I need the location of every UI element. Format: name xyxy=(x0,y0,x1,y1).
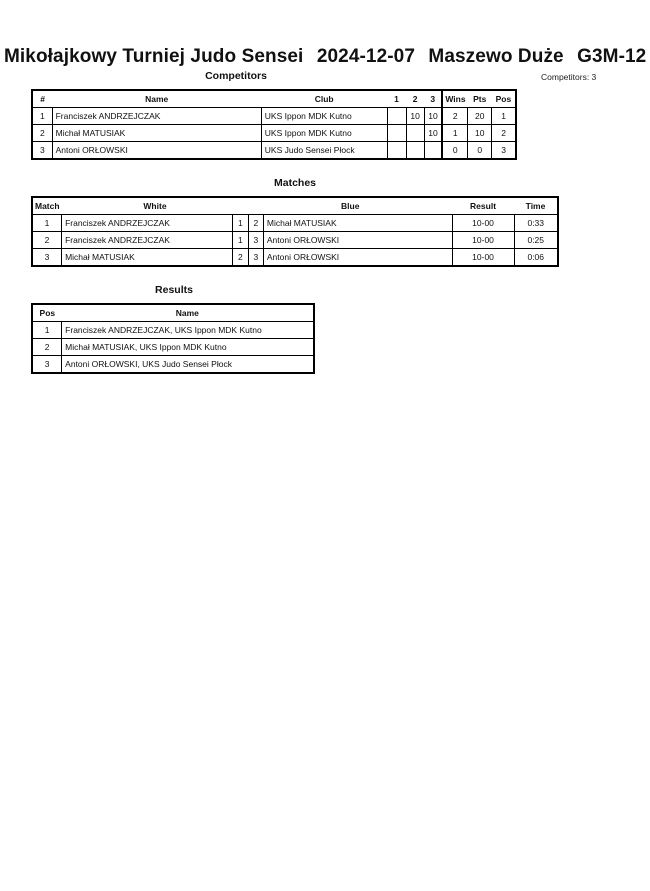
col-num: # xyxy=(32,90,52,108)
event-category: G3M-12 xyxy=(577,46,647,67)
event-place: Maszewo Duże xyxy=(428,46,564,67)
match-result: 10-00 xyxy=(452,215,514,232)
comp-r3: 10 xyxy=(424,108,442,125)
col-club: Club xyxy=(261,90,387,108)
match-white: Franciszek ANDRZEJCZAK xyxy=(62,232,233,249)
table-row xyxy=(32,215,558,232)
table-row xyxy=(32,322,314,339)
match-white: Michał MATUSIAK xyxy=(62,249,233,267)
table-row xyxy=(32,249,558,267)
competitors-header-row xyxy=(32,90,516,108)
match-blue: Antoni ORŁOWSKI xyxy=(263,249,452,267)
comp-pos: 2 xyxy=(492,125,516,142)
col-name: Name xyxy=(52,90,261,108)
col-time: Time xyxy=(514,197,558,215)
comp-wins: 2 xyxy=(442,108,467,125)
comp-pts: 10 xyxy=(468,125,492,142)
col-r1: 1 xyxy=(387,90,406,108)
result-name: Antoni ORŁOWSKI, UKS Judo Sensei Płock xyxy=(62,356,314,374)
match-num: 2 xyxy=(32,232,62,249)
event-name: Mikołajkowy Turniej Judo Sensei xyxy=(4,46,304,67)
match-time: 0:33 xyxy=(514,215,558,232)
result-name: Franciszek ANDRZEJCZAK, UKS Ippon MDK Kutno xyxy=(62,322,314,339)
comp-r2 xyxy=(406,125,424,142)
comp-num: 1 xyxy=(32,108,52,125)
comp-r3: 10 xyxy=(424,125,442,142)
col-white: White xyxy=(62,197,249,215)
match-blue: Michał MATUSIAK xyxy=(263,215,452,232)
match-time: 0:06 xyxy=(514,249,558,267)
match-num: 1 xyxy=(32,215,62,232)
comp-name: Michał MATUSIAK xyxy=(52,125,261,142)
competitors-table xyxy=(31,89,517,160)
table-row xyxy=(32,125,516,142)
comp-r1 xyxy=(387,142,406,160)
match-white-num: 1 xyxy=(232,232,248,249)
comp-r1 xyxy=(387,125,406,142)
match-blue-num: 2 xyxy=(248,215,263,232)
col-name: Name xyxy=(62,304,314,322)
col-blue: Blue xyxy=(248,197,452,215)
col-pos: Pos xyxy=(32,304,62,322)
matches-title: Matches xyxy=(273,177,316,189)
table-row xyxy=(32,232,558,249)
table-row xyxy=(32,108,516,125)
col-wins: Wins xyxy=(442,90,467,108)
comp-num: 3 xyxy=(32,142,52,160)
table-row xyxy=(32,339,314,356)
col-pos: Pos xyxy=(492,90,516,108)
match-blue-num: 3 xyxy=(248,232,263,249)
results-table xyxy=(31,303,315,374)
comp-pos: 3 xyxy=(492,142,516,160)
event-date: 2024-12-07 xyxy=(316,46,416,67)
comp-club: UKS Ippon MDK Kutno xyxy=(261,108,387,125)
match-blue-num: 3 xyxy=(248,249,263,267)
comp-name: Antoni ORŁOWSKI xyxy=(52,142,261,160)
comp-r3 xyxy=(424,142,442,160)
match-result: 10-00 xyxy=(452,232,514,249)
match-time: 0:25 xyxy=(514,232,558,249)
comp-pos: 1 xyxy=(492,108,516,125)
col-r2: 2 xyxy=(406,90,424,108)
col-r3: 3 xyxy=(424,90,442,108)
match-white-num: 1 xyxy=(232,215,248,232)
col-match: Match xyxy=(32,197,62,215)
comp-pts: 20 xyxy=(468,108,492,125)
match-num: 3 xyxy=(32,249,62,267)
col-result: Result xyxy=(452,197,514,215)
comp-name: Franciszek ANDRZEJCZAK xyxy=(52,108,261,125)
table-row xyxy=(32,356,314,374)
comp-num: 2 xyxy=(32,125,52,142)
matches-header-row xyxy=(32,197,558,215)
comp-pts: 0 xyxy=(468,142,492,160)
results-title: Results xyxy=(155,284,193,296)
competitors-count: Competitors: 3 xyxy=(541,72,597,82)
col-pts: Pts xyxy=(468,90,492,108)
match-blue: Antoni ORŁOWSKI xyxy=(263,232,452,249)
competitors-title: Competitors xyxy=(205,70,267,82)
result-name: Michał MATUSIAK, UKS Ippon MDK Kutno xyxy=(62,339,314,356)
comp-r1 xyxy=(387,108,406,125)
result-pos: 3 xyxy=(32,356,62,374)
matches-table xyxy=(31,196,559,267)
match-result: 10-00 xyxy=(452,249,514,267)
comp-r2: 10 xyxy=(406,108,424,125)
comp-r2 xyxy=(406,142,424,160)
result-pos: 2 xyxy=(32,339,62,356)
page-title xyxy=(0,46,647,68)
match-white-num: 2 xyxy=(232,249,248,267)
comp-club: UKS Ippon MDK Kutno xyxy=(261,125,387,142)
comp-wins: 0 xyxy=(442,142,467,160)
comp-club: UKS Judo Sensei Płock xyxy=(261,142,387,160)
results-header-row xyxy=(32,304,314,322)
result-pos: 1 xyxy=(32,322,62,339)
comp-wins: 1 xyxy=(442,125,467,142)
match-white: Franciszek ANDRZEJCZAK xyxy=(62,215,233,232)
table-row xyxy=(32,142,516,160)
